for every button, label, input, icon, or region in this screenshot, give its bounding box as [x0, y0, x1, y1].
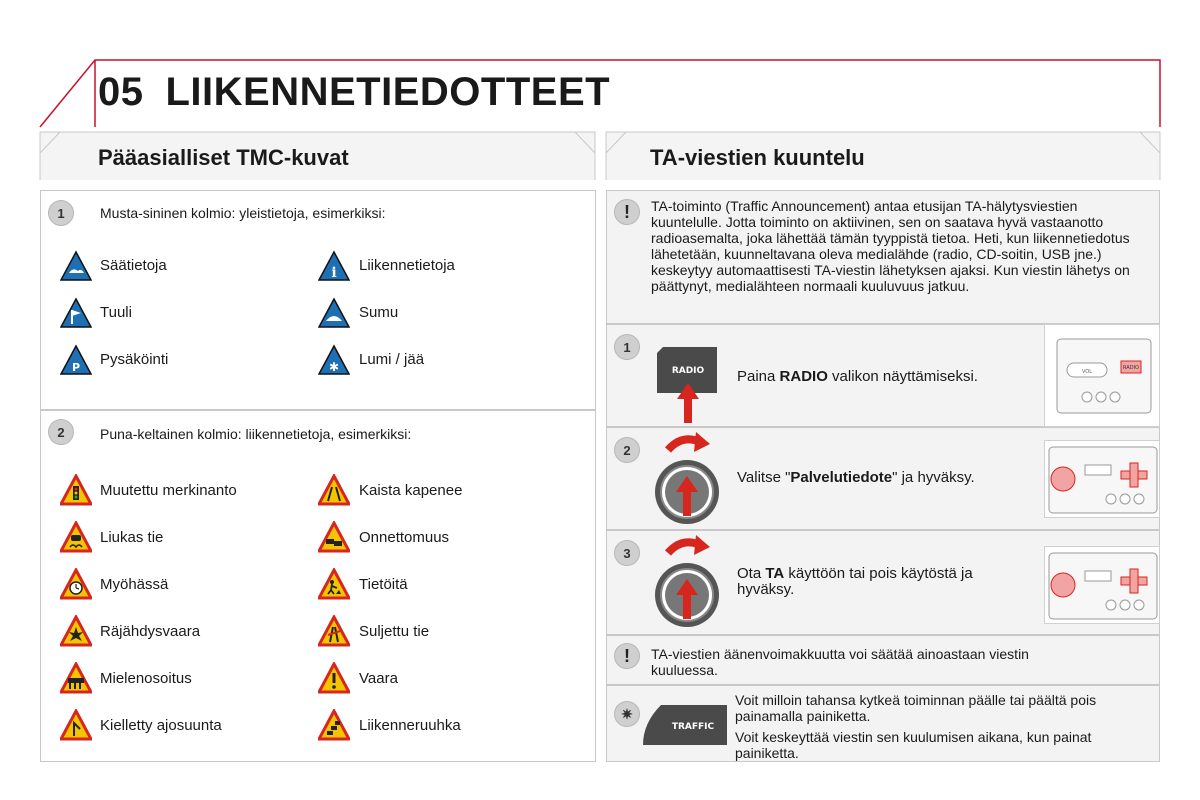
sign-label: Sumu [359, 304, 399, 321]
step-badge: 1 [614, 334, 640, 360]
step-badge: 3 [614, 540, 640, 566]
fog-sign-icon [318, 297, 350, 329]
svg-text:✱: ✱ [328, 360, 340, 374]
traffic-key-icon [641, 703, 729, 747]
accident-sign-icon [318, 521, 350, 553]
sign-label: Säätietoja [100, 257, 167, 274]
changed-signals-sign-icon [60, 474, 92, 506]
radio-key-icon [655, 345, 725, 425]
svg-text:i: i [331, 265, 337, 281]
wind-sign-icon [60, 297, 92, 329]
radio-key-label: RADIO [671, 366, 705, 376]
step-badge: 2 [614, 437, 640, 463]
traffic-key-label: TRAFFIC [671, 722, 715, 732]
delay-sign-icon [60, 568, 92, 600]
slippery-road-sign-icon [60, 521, 92, 553]
sign-label: Räjähdysvaara [100, 623, 201, 640]
sign-label: Suljettu tie [359, 623, 430, 640]
page-title [98, 70, 610, 115]
radio-panel-illustration [1044, 440, 1160, 518]
wrong-way-sign-icon [60, 709, 92, 741]
svg-text:VOL: VOL [1081, 369, 1093, 375]
step-text: Paina RADIO valikon näyttämiseksi. [737, 368, 978, 385]
head-unit-icon [1045, 441, 1161, 519]
sign-label: Liikennetietoja [359, 257, 455, 274]
volume-note-text: TA-viestien äänenvoimakkuutta voi säätää ainoastaan viestin kuuluessa. [651, 646, 1029, 678]
sign-label: Onnettomuus [359, 529, 450, 546]
lane-narrows-sign-icon [318, 474, 350, 506]
head-unit-icon [1045, 325, 1161, 428]
svg-text:RADIO: RADIO [1123, 365, 1139, 371]
ta-info-text: TA-toiminto (Traffic Announcement) antaa etusijan TA-hälytysviestien kuuntelulle. Jotta toiminto on aktiivinen, sen on saatava hyvä vastaanotto radioasemalta, joka lähettää tämän tyyppistä tietoa. Heti, kun liikennetiedotus lähetetään, kuunneltavana oleva medialähde (radio, CD-soitin, USB jne.) keskeytyy automaattisesti TA-viestin lähetyksen ajaksi. Kun viestin lähetys on päättynyt, medialähteen normaali kuuluvuus jatkuu. [651, 198, 1130, 294]
traffic-jam-sign-icon [318, 709, 350, 741]
rotary-knob-icon [652, 430, 726, 528]
chapter-number: 05 [98, 70, 144, 114]
exclamation-icon: ! [614, 199, 640, 225]
sign-label: Lumi / jää [359, 351, 425, 368]
right-section-title: TA-viestien kuuntelu [650, 145, 865, 170]
sign-label: Kaista kapenee [359, 482, 463, 499]
snow-ice-sign-icon [318, 344, 350, 376]
sign-label: Pysäköinti [100, 351, 169, 368]
road-closed-sign-icon [318, 615, 350, 647]
sign-label: Tuuli [100, 304, 132, 321]
exclamation-icon: ! [614, 643, 640, 669]
radio-panel-illustration [1044, 546, 1160, 624]
step-text: Valitse "Palvelutiedote" ja hyväksy. [737, 469, 975, 486]
roadworks-sign-icon [318, 568, 350, 600]
sign-label: Kielletty ajosuunta [100, 717, 222, 734]
left-section-title: Pääasialliset TMC-kuvat [98, 145, 349, 170]
lightbulb-icon: ✷ [614, 701, 640, 727]
chapter-title: LIIKENNETIEDOTTEET [165, 70, 611, 114]
demonstration-sign-icon [60, 662, 92, 694]
step-badge: 1 [48, 200, 74, 226]
group1-intro: Musta-sininen kolmio: yleistietoja, esimerkiksi: [100, 205, 386, 221]
danger-sign-icon [318, 662, 350, 694]
tip-text-1: Voit milloin tahansa kytkeä toiminnan päälle tai päältä pois painamalla painiketta. [735, 692, 1097, 724]
info-sign-icon [318, 250, 350, 282]
svg-text:P: P [71, 361, 81, 374]
rotary-knob-icon [652, 533, 726, 631]
radio-panel-illustration [1044, 324, 1160, 427]
group2-intro: Puna-keltainen kolmio: liikennetietoja, esimerkiksi: [100, 426, 412, 442]
head-unit-icon [1045, 547, 1161, 625]
sign-label: Vaara [359, 670, 398, 687]
sign-label: Tietöitä [359, 576, 408, 593]
parking-sign-icon [60, 344, 92, 376]
sign-label: Liikenneruuhka [359, 717, 461, 734]
step-text: Ota TA käyttöön tai pois käytöstä ja hyväksy. [737, 565, 973, 598]
sign-label: Mielenosoitus [100, 670, 192, 687]
explosion-risk-sign-icon [60, 615, 92, 647]
step-badge: 2 [48, 419, 74, 445]
sign-label: Muutettu merkinanto [100, 482, 237, 499]
weather-sign-icon [60, 250, 92, 282]
tip-text-2: Voit keskeyttää viestin sen kuulumisen aikana, kun painat painiketta. [735, 729, 1092, 761]
sign-label: Myöhässä [100, 576, 169, 593]
sign-label: Liukas tie [100, 529, 164, 546]
